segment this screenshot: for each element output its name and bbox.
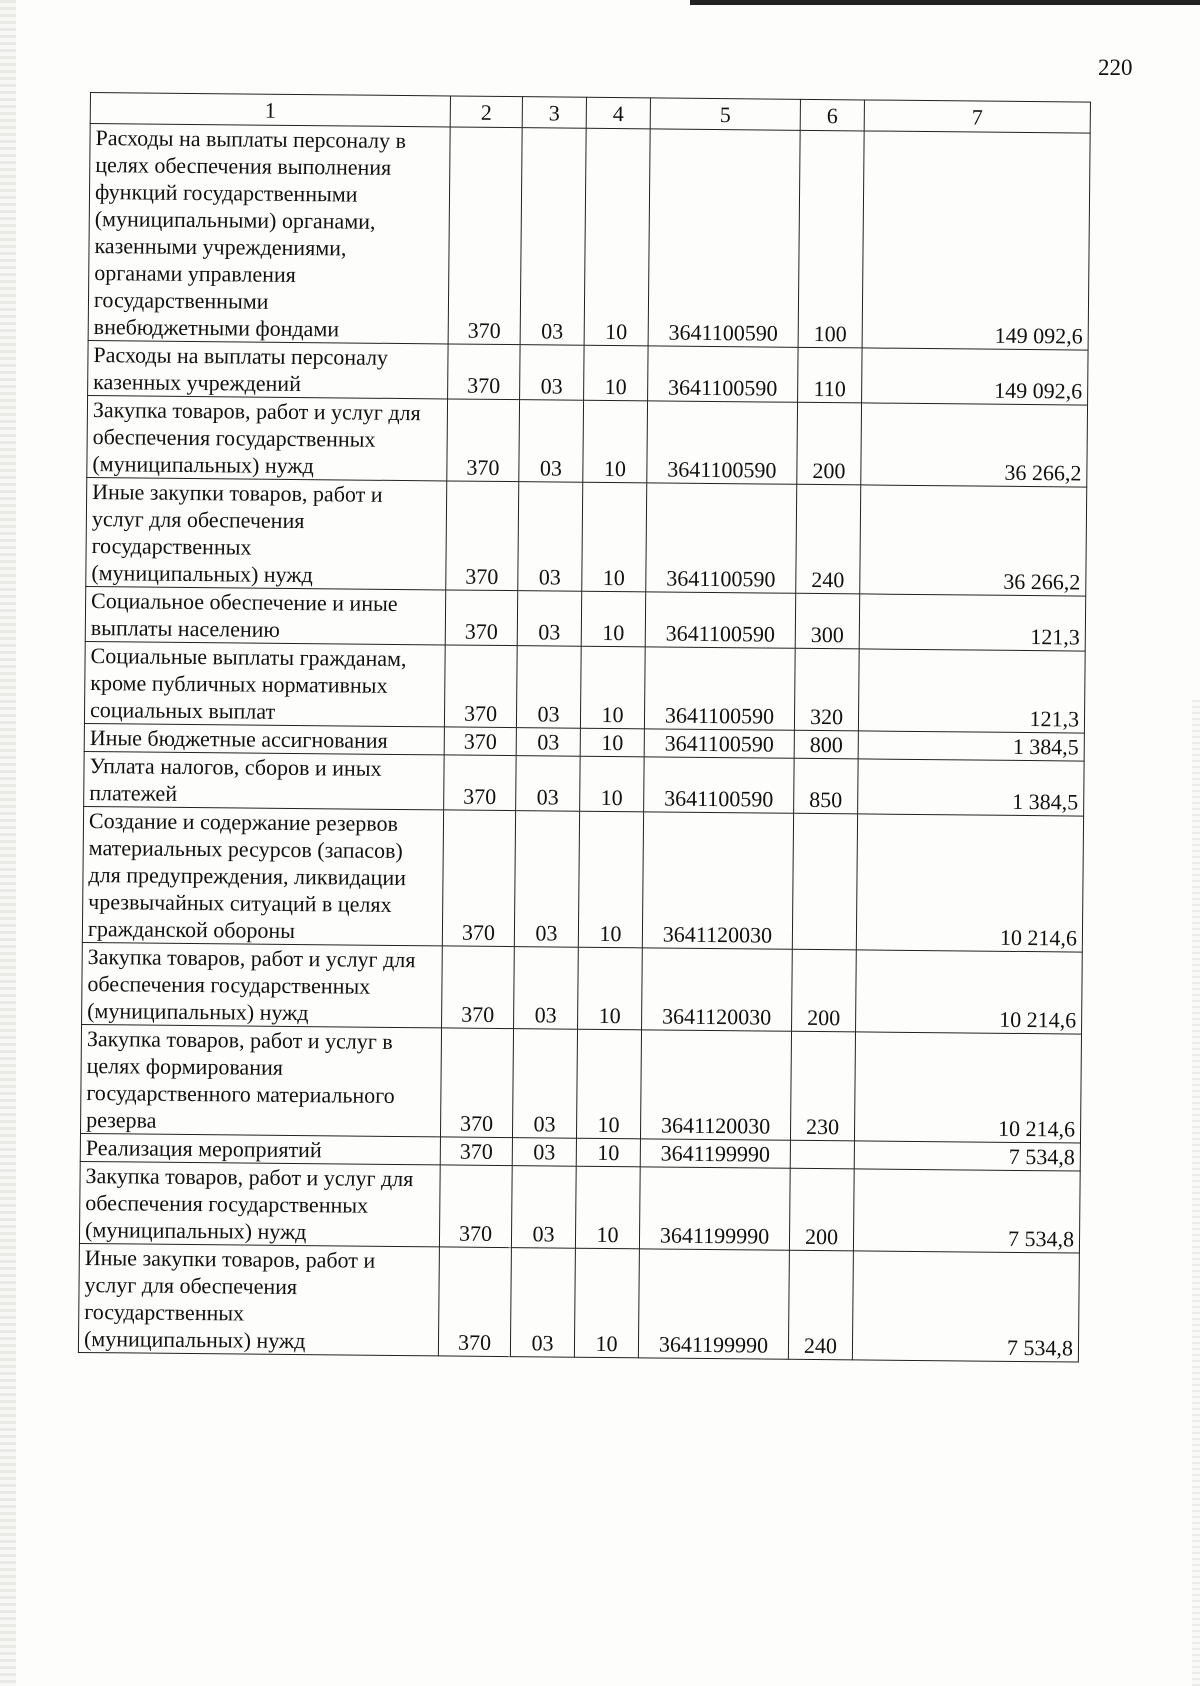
target-article-cell: 3641100590 (644, 647, 795, 730)
admin-code-cell: 370 (446, 481, 519, 591)
expense-name-text: Реализация мероприятий (85, 1135, 322, 1163)
subsection-code-cell: 10 (578, 811, 643, 948)
expense-name-text: Закупка товаров, работ и услуг для обеспечения государственных (муниципальных) нужд (87, 944, 416, 1026)
expense-type-cell: 850 (794, 758, 859, 814)
expense-name-text: Закупка товаров, работ и услуг для обеспечения государственных (муниципальных) нужд (92, 397, 421, 479)
table-row (88, 340, 1088, 405)
table-row (81, 1024, 1082, 1143)
target-article-cell: 3641199990 (640, 1139, 790, 1168)
subsection-code-cell: 10 (580, 646, 645, 729)
header-cell: 7 (864, 100, 1090, 133)
section-code-cell: 03 (516, 728, 580, 757)
subsection-code-cell: 10 (580, 728, 644, 757)
expense-name-text: Социальные выплаты гражданам, кроме публичных нормативных социальных выплат (89, 643, 407, 724)
section-code-cell: 03 (512, 1029, 577, 1139)
subsection-code-cell: 10 (574, 1248, 639, 1358)
table-row (85, 586, 1085, 651)
amount-cell: 10 214,6 (856, 814, 1083, 952)
section-code-cell: 03 (511, 1166, 576, 1249)
expense-type-cell: 200 (797, 402, 862, 485)
target-article-cell: 3641100590 (647, 401, 798, 484)
table-row (84, 751, 1084, 816)
table-row (82, 806, 1083, 952)
header-cell: 5 (650, 98, 800, 130)
header-cell: 4 (586, 97, 650, 129)
amount-cell: 36 266,2 (860, 485, 1087, 596)
table-row (88, 124, 1090, 351)
subsection-code-cell: 10 (580, 756, 645, 812)
target-article-cell: 3641100590 (648, 129, 800, 347)
section-code-cell: 03 (518, 482, 583, 592)
amount-cell: 7 534,8 (852, 1251, 1079, 1362)
subsection-code-cell: 10 (584, 128, 650, 346)
expense-name-cell (84, 723, 444, 754)
expense-type-cell: 320 (794, 648, 859, 731)
target-article-cell: 3641120030 (642, 948, 793, 1031)
expense-name-cell (84, 751, 445, 809)
expense-type-cell (792, 813, 857, 950)
expense-name-cell (84, 641, 445, 726)
page-number: 220 (1098, 55, 1133, 80)
subsection-code-cell: 10 (578, 947, 643, 1030)
expense-name-cell (86, 477, 447, 589)
section-code-cell: 03 (514, 811, 579, 948)
target-article-cell: 3641100590 (646, 483, 797, 593)
target-article-cell: 3641100590 (644, 757, 795, 813)
amount-cell: 149 092,6 (862, 348, 1089, 405)
expense-name-text: Иные бюджетные ассигнования (89, 725, 388, 753)
admin-code-cell: 370 (440, 1028, 513, 1138)
expense-name-text: Закупка товаров, работ и услуг в целях формирования государственного материального резерва (86, 1026, 395, 1133)
table-row (84, 641, 1085, 733)
section-code-cell: 03 (519, 400, 584, 483)
amount-cell: 1 384,5 (858, 731, 1084, 761)
expense-name-cell (82, 942, 443, 1027)
expense-type-cell: 240 (788, 1250, 853, 1360)
subsection-code-cell: 10 (583, 400, 648, 483)
expense-type-cell: 100 (798, 130, 864, 348)
amount-cell: 10 214,6 (854, 1032, 1081, 1143)
amount-cell: 7 534,8 (854, 1141, 1080, 1171)
admin-code-cell: 370 (444, 645, 517, 728)
table-row (78, 1243, 1079, 1362)
expense-name-text: Уплата налогов, сборов и иных платежей (89, 753, 382, 806)
admin-code-cell: 370 (447, 399, 520, 482)
admin-code-cell: 370 (438, 1247, 511, 1357)
amount-cell: 121,3 (859, 594, 1086, 651)
admin-code-cell: 370 (440, 1137, 512, 1166)
expense-name-cell (78, 1243, 439, 1355)
amount-cell: 36 266,2 (861, 403, 1088, 487)
scan-top-rule (690, 0, 1200, 5)
target-article-cell: 3641100590 (645, 592, 796, 648)
subsection-code-cell: 10 (576, 1029, 641, 1139)
header-cell: 6 (800, 99, 864, 131)
header-cell: 1 (90, 93, 450, 127)
amount-cell: 1 384,5 (858, 759, 1085, 816)
header-cell: 3 (522, 97, 586, 129)
section-code-cell: 03 (520, 128, 586, 346)
section-code-cell: 03 (517, 591, 582, 647)
admin-code-cell: 370 (444, 727, 516, 756)
expense-name-cell (79, 1161, 440, 1246)
subsection-code-cell: 10 (576, 1138, 640, 1167)
expense-name-text: Создание и содержание резервов материальных ресурсов (запасов) для предупреждения, ликвидации чрезвычайных ситуаций в целях гражданской обороны (87, 808, 407, 944)
expense-type-cell: 800 (794, 730, 858, 759)
table-row (82, 942, 1083, 1034)
section-code-cell: 03 (516, 756, 581, 812)
expense-name-text: Иные закупки товаров, работ и услуг для обеспечения государственных (муниципальных) нужд (91, 479, 383, 588)
expense-type-cell: 200 (792, 949, 857, 1032)
target-article-cell: 3641199990 (638, 1249, 789, 1359)
expense-name-cell (82, 806, 443, 945)
table-row (86, 477, 1087, 596)
target-article-cell: 3641120030 (642, 812, 793, 949)
expense-name-cell (88, 124, 450, 344)
table-row (79, 1161, 1080, 1253)
expense-type-cell (790, 1140, 854, 1169)
target-article-cell: 3641100590 (648, 346, 799, 402)
expense-name-text: Расходы на выплаты персоналу в целях обеспечения выполнения функций государственными (муниципальными) органами, казенными учреждениями, органами управления государственными внебюджетными фондами (93, 125, 407, 342)
subsection-code-cell: 10 (575, 1166, 640, 1249)
target-article-cell: 3641100590 (644, 729, 794, 758)
subsection-code-cell: 10 (584, 345, 649, 401)
subsection-code-cell: 10 (581, 591, 646, 647)
amount-cell: 10 214,6 (856, 950, 1083, 1034)
expense-type-cell: 240 (796, 484, 861, 594)
admin-code-cell: 370 (444, 755, 517, 811)
admin-code-cell: 370 (448, 344, 521, 400)
section-code-cell: 03 (510, 1248, 575, 1358)
scan-left-edge (0, 0, 16, 1686)
admin-code-cell: 370 (448, 127, 522, 345)
target-article-cell: 3641120030 (640, 1030, 791, 1140)
section-code-cell: 03 (520, 345, 585, 401)
section-code-cell: 03 (514, 947, 579, 1030)
budget-table (78, 92, 1091, 1363)
expense-type-cell: 230 (790, 1031, 855, 1141)
section-code-cell: 03 (512, 1138, 576, 1167)
expense-name-cell (85, 586, 446, 644)
expense-name-cell (80, 1133, 440, 1164)
admin-code-cell: 370 (445, 590, 518, 646)
amount-cell: 121,3 (858, 649, 1085, 733)
section-code-cell: 03 (516, 646, 581, 729)
admin-code-cell: 370 (442, 810, 515, 947)
amount-cell: 149 092,6 (862, 131, 1090, 350)
subsection-code-cell: 10 (582, 482, 647, 592)
expense-type-cell: 110 (798, 347, 863, 403)
target-article-cell: 3641199990 (639, 1167, 790, 1250)
expense-name-cell (88, 340, 449, 398)
expense-type-cell: 300 (795, 593, 860, 649)
table-row (87, 395, 1088, 487)
expense-name-cell (81, 1024, 442, 1136)
scan-right-edge (1192, 700, 1200, 1686)
expense-name-text: Расходы на выплаты персоналу казенных учреждений (93, 342, 389, 397)
admin-code-cell: 370 (442, 946, 515, 1029)
expense-type-cell: 200 (789, 1168, 854, 1251)
amount-cell: 7 534,8 (853, 1169, 1080, 1253)
expense-name-text: Иные закупки товаров, работ и услуг для обеспечения государственных (муниципальных) нужд (83, 1245, 376, 1354)
admin-code-cell: 370 (439, 1165, 512, 1248)
expense-name-cell (87, 395, 448, 480)
header-cell: 2 (450, 96, 522, 128)
expense-name-text: Социальное обеспечение и иные выплаты населению (90, 588, 398, 642)
expense-name-text: Закупка товаров, работ и услуг для обеспечения государственных (муниципальных) нужд (84, 1163, 414, 1245)
